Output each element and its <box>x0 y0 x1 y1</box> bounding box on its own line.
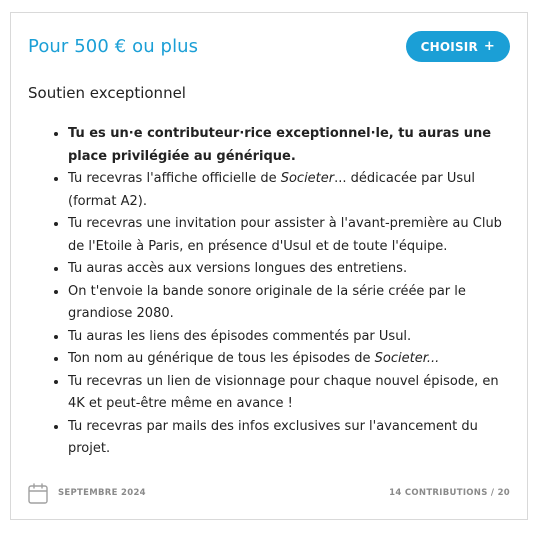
contributions-count: 14 CONTRIBUTIONS / 20 <box>389 488 510 498</box>
series-title: Societer... <box>374 351 440 366</box>
series-title: Societer <box>280 171 335 186</box>
list-item: • Tu auras les liens des épisodes commentés par Usul. <box>68 326 512 349</box>
delivery-date: SEPTEMBRE 2024 <box>58 488 146 498</box>
list-item: • Tu es un·e contributeur·rice exceptionnel·le, tu auras une place privilégiée au générique. <box>68 123 512 168</box>
list-item: • Tu recevras un lien de visionnage pour chaque nouvel épisode, en 4K et peut-être même en avance ! <box>68 371 512 416</box>
list-item: • Tu recevras par mails des infos exclusives sur l'avancement du projet. <box>68 416 512 461</box>
choose-button[interactable] <box>406 31 510 62</box>
list-item: • Tu auras accès aux versions longues des entretiens. <box>68 258 512 281</box>
list-item: • On t'envoie la bande sonore originale de la série créée par le grandiose 2080. <box>68 281 512 326</box>
choose-button-label: CHOISIR <box>420 39 478 54</box>
reward-footer <box>28 483 510 505</box>
benefits-list <box>28 123 512 461</box>
price-title: Pour 500 € ou plus <box>28 36 199 57</box>
reward-header <box>28 31 510 63</box>
plus-icon: + <box>483 39 495 54</box>
list-item: • Tu recevras l'affiche officielle de Societer... dédicacée par Usul (format A2). <box>68 168 512 213</box>
list-item: • Ton nom au générique de tous les épisodes de Societer... <box>68 348 512 371</box>
list-item: • Tu recevras une invitation pour assister à l'avant-première au Club de l'Etoile à Paris, en présence d'Usul et de toute l'équipe. <box>68 213 512 258</box>
reward-card <box>10 12 528 520</box>
reward-title: Soutien exceptionnel <box>28 84 186 102</box>
calendar-icon <box>28 483 48 504</box>
